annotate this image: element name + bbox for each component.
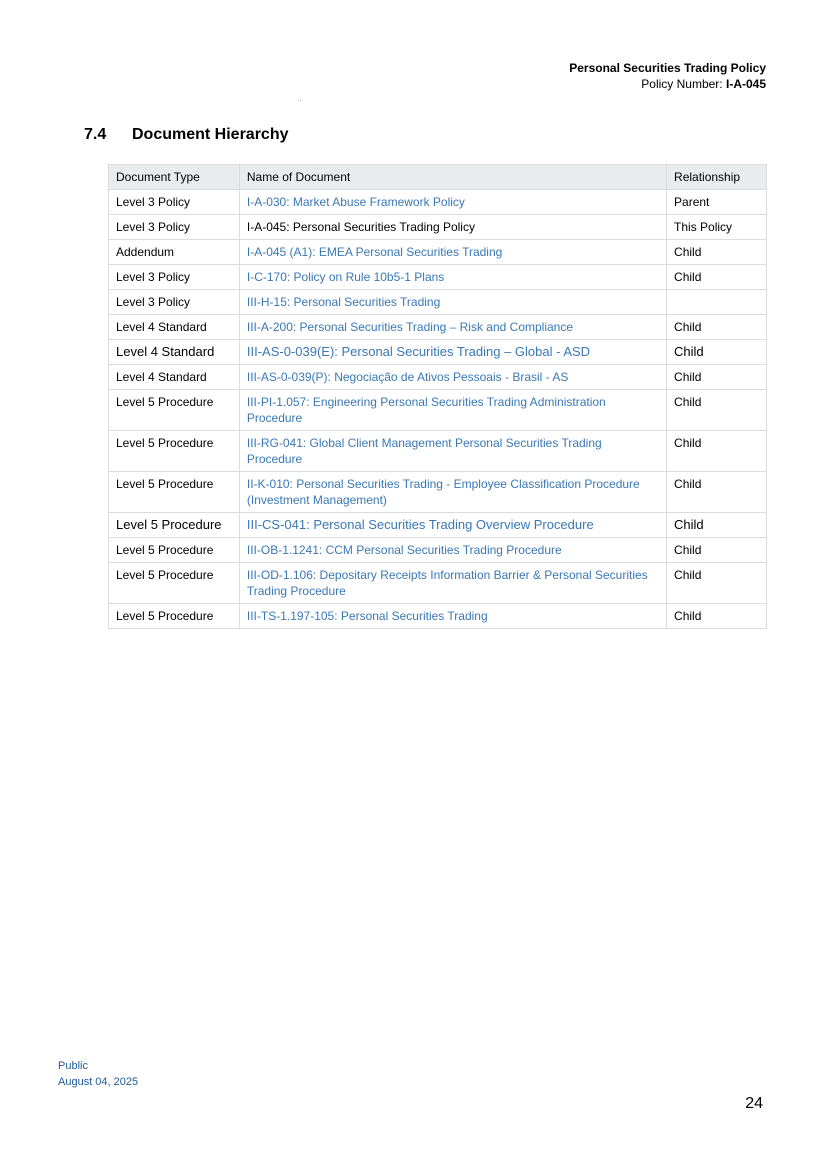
page-header: [569, 60, 766, 92]
document-type-cell: Level 3 Policy: [109, 190, 240, 215]
column-header-name-of-document: Name of Document: [239, 165, 666, 190]
section-number: 7.4: [84, 126, 107, 143]
document-link[interactable]: I-A-030: Market Abuse Framework Policy: [239, 190, 666, 215]
document-link[interactable]: III-OB-1.1241: CCM Personal Securities Trading Procedure: [239, 538, 666, 563]
policy-number-line: [569, 76, 766, 92]
document-link[interactable]: III-PI-1.057: Engineering Personal Securities Trading Administration Procedure: [239, 390, 666, 431]
document-link[interactable]: III-A-200: Personal Securities Trading – Risk and Compliance: [239, 315, 666, 340]
page-footer: [58, 1058, 138, 1090]
document-link[interactable]: II-K-010: Personal Securities Trading - Employee Classification Procedure (Investment Management): [239, 472, 666, 513]
document-hierarchy-table: [108, 164, 767, 629]
document-link[interactable]: I-C-170: Policy on Rule 10b5-1 Plans: [239, 265, 666, 290]
relationship-cell: Child: [667, 563, 767, 604]
relationship-cell: Child: [667, 513, 767, 538]
relationship-cell: This Policy: [667, 215, 767, 240]
document-link[interactable]: III-AS-0-039(E): Personal Securities Trading – Global - ASD: [239, 340, 666, 365]
table-row: [109, 390, 767, 431]
document-link[interactable]: III-OD-1.106: Depositary Receipts Information Barrier & Personal Securities Trading Procedure: [239, 563, 666, 604]
table-row: [109, 563, 767, 604]
relationship-cell: Child: [667, 315, 767, 340]
relationship-cell: Parent: [667, 190, 767, 215]
relationship-cell: Child: [667, 240, 767, 265]
table-row: [109, 215, 767, 240]
document-type-cell: Level 5 Procedure: [109, 604, 240, 629]
document-type-cell: Level 5 Procedure: [109, 472, 240, 513]
document-link[interactable]: III-AS-0-039(P): Negociação de Ativos Pessoais - Brasil - AS: [239, 365, 666, 390]
document-link[interactable]: III-RG-041: Global Client Management Personal Securities Trading Procedure: [239, 431, 666, 472]
relationship-cell: Child: [667, 472, 767, 513]
section-heading: [84, 125, 289, 145]
table-header-row: [109, 165, 767, 190]
relationship-cell: Child: [667, 604, 767, 629]
table-row: [109, 315, 767, 340]
table-row: [109, 265, 767, 290]
column-header-document-type: Document Type: [109, 165, 240, 190]
document-type-cell: Level 5 Procedure: [109, 513, 240, 538]
policy-number-label: Policy Number:: [641, 77, 726, 91]
document-type-cell: Level 5 Procedure: [109, 390, 240, 431]
document-type-cell: Level 4 Standard: [109, 365, 240, 390]
document-type-cell: Level 5 Procedure: [109, 431, 240, 472]
column-header-relationship: Relationship: [667, 165, 767, 190]
document-type-cell: Level 4 Standard: [109, 315, 240, 340]
document-type-cell: Level 3 Policy: [109, 215, 240, 240]
document-type-cell: Level 5 Procedure: [109, 538, 240, 563]
relationship-cell: Child: [667, 390, 767, 431]
section-title: Document Hierarchy: [132, 126, 289, 143]
relationship-cell: Child: [667, 431, 767, 472]
table-row: [109, 472, 767, 513]
page-number: 24: [745, 1095, 763, 1112]
table-row: [109, 431, 767, 472]
relationship-cell: [667, 290, 767, 315]
policy-number-value: I-A-045: [725, 77, 766, 91]
document-title: Personal Securities Trading Policy: [569, 61, 766, 75]
table-row: [109, 290, 767, 315]
document-type-cell: Level 3 Policy: [109, 290, 240, 315]
footer-date: August 04, 2025: [58, 1076, 139, 1088]
table-row: [109, 240, 767, 265]
document-type-cell: Level 4 Standard: [109, 340, 240, 365]
classification-label: Public: [58, 1060, 88, 1072]
document-type-cell: Level 3 Policy: [109, 265, 240, 290]
table-row: [109, 365, 767, 390]
table-row: [109, 604, 767, 629]
relationship-cell: Child: [667, 365, 767, 390]
table-row: [109, 538, 767, 563]
document-link[interactable]: III-CS-041: Personal Securities Trading Overview Procedure: [239, 513, 666, 538]
relationship-cell: Child: [667, 265, 767, 290]
document-type-cell: Level 5 Procedure: [109, 563, 240, 604]
table-body: [109, 190, 767, 629]
document-name-cell: I-A-045: Personal Securities Trading Policy: [239, 215, 666, 240]
document-type-cell: Addendum: [109, 240, 240, 265]
document-link[interactable]: I-A-045 (A1): EMEA Personal Securities Trading: [239, 240, 666, 265]
table-row: [109, 190, 767, 215]
table-row: [109, 340, 767, 365]
stray-mark: [300, 100, 301, 101]
table-row: [109, 513, 767, 538]
document-link[interactable]: III-H-15: Personal Securities Trading: [239, 290, 666, 315]
relationship-cell: Child: [667, 538, 767, 563]
relationship-cell: Child: [667, 340, 767, 365]
document-link[interactable]: III-TS-1.197-105: Personal Securities Trading: [239, 604, 666, 629]
